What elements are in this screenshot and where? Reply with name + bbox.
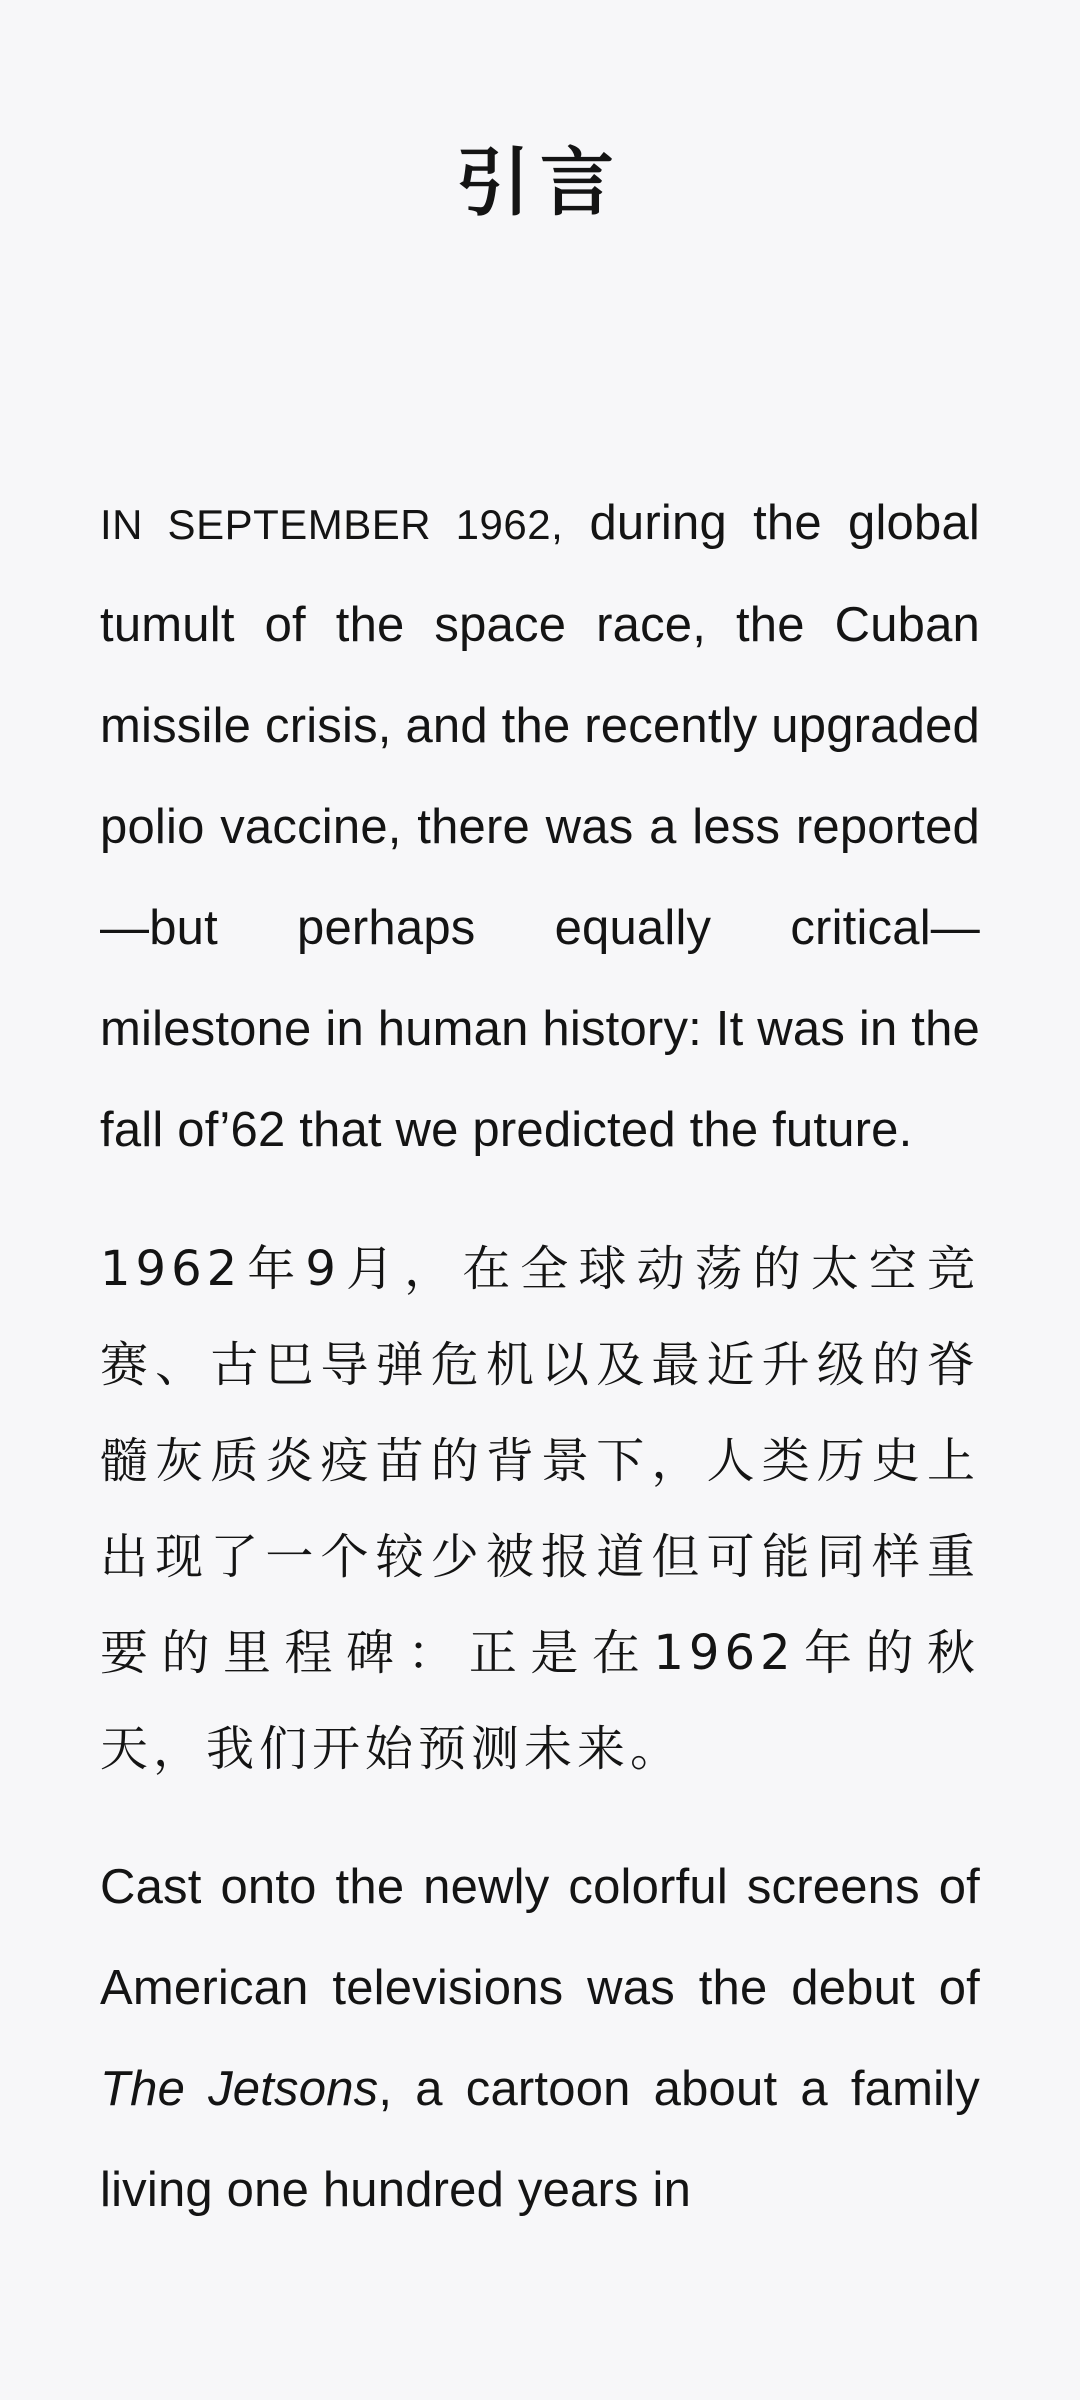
paragraph-text: during the global tumult of the space race, the Cuban missile crisis, and the recently upgraded polio vaccine, there was a less reported—but perhaps equally critical—milestone in human history: It was in the fall of’62 that we predicted the future. [100,496,980,1157]
paragraph-lead-in: IN SEPTEMBER 1962, [100,501,564,548]
chapter-body [100,473,980,2241]
show-title-italic: The Jetsons [100,2062,379,2116]
chapter-title: 引言 [456,140,624,226]
paragraph-text-after: , a cartoon about a family living one hundred years in [100,2062,980,2217]
paragraph-chinese-1: 1962年9月，在全球动荡的太空竞赛、古巴导弹危机以及最近升级的脊髓灰质炎疫苗的背景下，人类历史上出现了一个较少被报道但可能同样重要的里程碑：正是在1962年的秋天，我们开始预测未来。 [100,1241,980,1777]
paragraph-text-before: Cast onto the newly colorful screens of American televisions was the debut of [100,1860,980,2015]
paragraph-english-2 [100,1837,980,2241]
paragraph-english-1 [100,473,980,1181]
